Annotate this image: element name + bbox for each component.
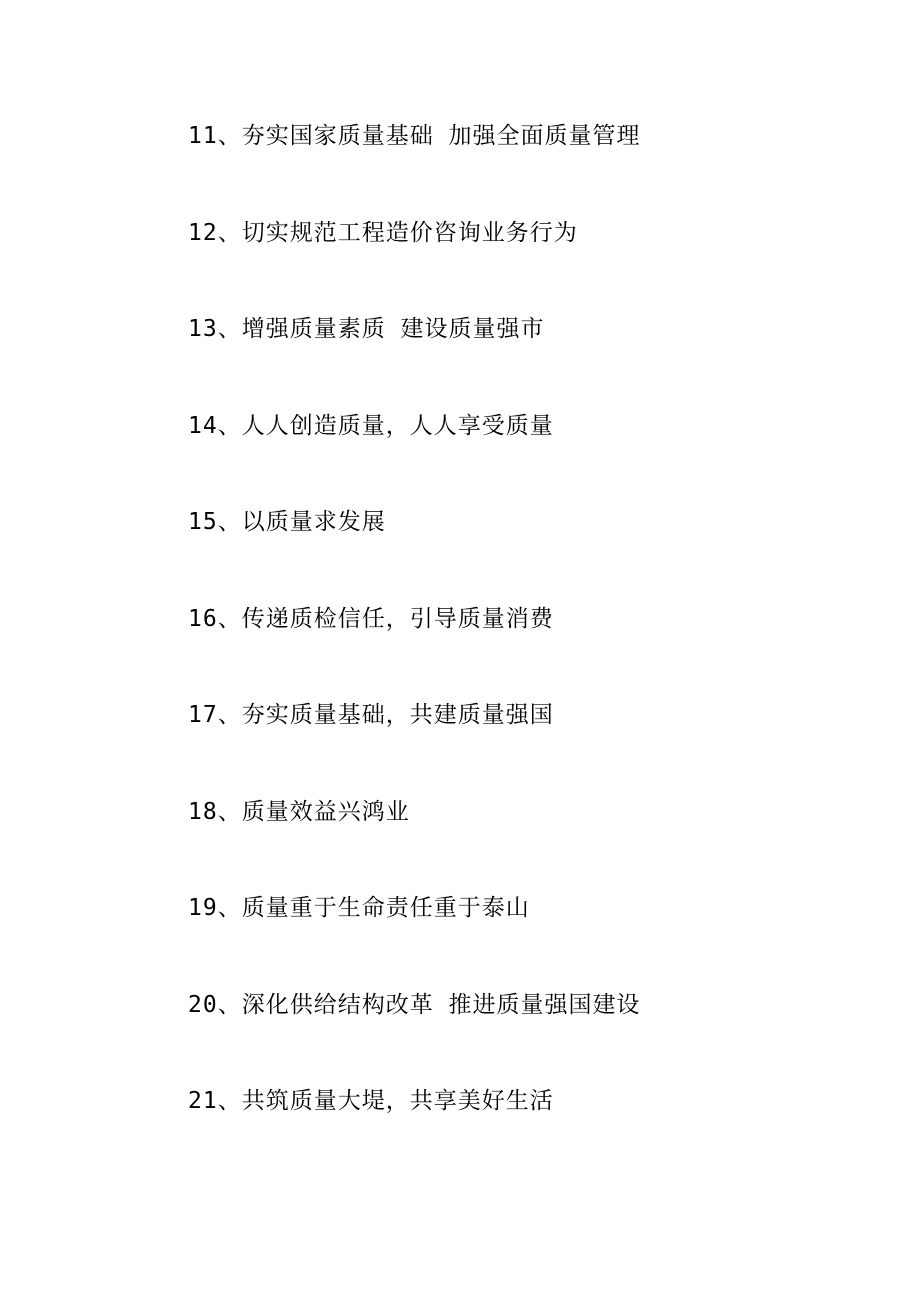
list-item	[188, 697, 868, 794]
item-text: 夯实国家质量基础 加强全面质量管理	[241, 123, 641, 149]
list-item	[188, 794, 868, 891]
item-number: 13、	[188, 316, 242, 342]
list-item	[188, 1083, 868, 1180]
item-text: 以质量求发展	[241, 509, 386, 535]
item-number: 12、	[188, 219, 242, 246]
list-item	[188, 118, 868, 215]
item-number: 21、	[188, 1088, 242, 1114]
item-text: 增强质量素质 建设质量强市	[241, 316, 545, 342]
list-item	[188, 890, 868, 987]
list-item	[188, 601, 868, 698]
item-number: 11、	[188, 123, 242, 149]
item-number: 17、	[188, 702, 242, 728]
list-item	[188, 987, 868, 1084]
item-number: 14、	[188, 412, 242, 439]
list-item	[188, 504, 868, 601]
item-text: 共筑质量大堤，共享美好生活	[241, 1088, 554, 1114]
item-number: 15、	[188, 509, 242, 535]
slogan-list	[188, 118, 868, 1180]
item-number: 19、	[188, 895, 242, 921]
item-number: 16、	[188, 605, 242, 632]
item-number: 20、	[188, 991, 242, 1018]
item-text: 质量重于生命责任重于泰山	[241, 895, 530, 921]
item-number: 18、	[188, 798, 242, 825]
item-text: 传递质检信任，引导质量消费	[241, 605, 554, 632]
item-text: 夯实质量基础，共建质量强国	[241, 702, 554, 728]
list-item	[188, 215, 868, 312]
item-text: 切实规范工程造价咨询业务行为	[241, 219, 578, 246]
item-text: 人人创造质量，人人享受质量	[241, 412, 554, 439]
item-text: 深化供给结构改革 推进质量强国建设	[241, 991, 641, 1018]
item-text: 质量效益兴鸿业	[241, 798, 410, 825]
list-item	[188, 311, 868, 408]
list-item	[188, 408, 868, 505]
